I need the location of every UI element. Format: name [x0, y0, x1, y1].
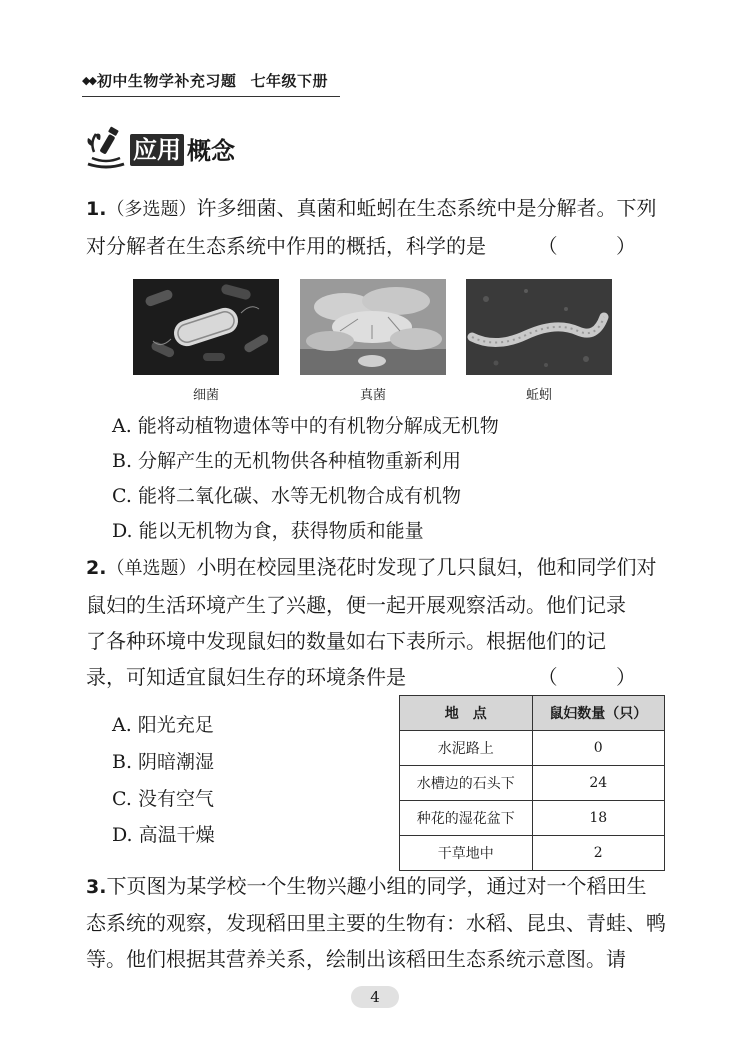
table-cell-location: 种花的湿花盆下 [400, 801, 533, 836]
table-cell-count: 24 [532, 766, 665, 801]
question-3 [86, 868, 666, 977]
question-text: 态系统的观察，发现稻田里主要的生物有：水稻、昆虫、青蛙、鸭 [86, 911, 666, 935]
option-c[interactable]: C. 能将二氧化碳、水等无机物合成有机物 [112, 485, 461, 507]
question-text: 了各种环境中发现鼠妇的数量如右下表所示。根据他们的记 [86, 629, 606, 653]
woodlouse-count-table [399, 695, 665, 871]
bacteria-image [133, 279, 279, 375]
fungi-image [300, 279, 446, 375]
option-a[interactable]: A. 能将动植物遗体等中的有机物分解成无机物 [112, 415, 499, 437]
answer-blank[interactable]: （ ） [537, 665, 662, 689]
table-row [400, 836, 665, 871]
earthworm-image [466, 279, 612, 375]
question-1 [86, 190, 666, 264]
table-cell-location: 干草地中 [400, 836, 533, 871]
question-text: 录，可知适宜鼠妇生存的环境条件是 [86, 665, 406, 689]
table-row [400, 766, 665, 801]
table-cell-location: 水泥路上 [400, 731, 533, 766]
question-text: 等。他们根据其营养关系，绘制出该稻田生态系统示意图。请 [86, 947, 626, 971]
question-number: 3. [86, 876, 107, 898]
section-title-boxed: 应用 [130, 134, 184, 166]
table-header: 鼠妇数量（只） [532, 696, 665, 731]
option-b[interactable]: B. 阴暗潮湿 [112, 751, 215, 773]
grade-label: 七年级下册 [250, 72, 328, 90]
book-title: 初中生物学补充习题 [96, 72, 237, 90]
caption-earthworm: 蚯蚓 [525, 388, 552, 403]
option-c[interactable]: C. 没有空气 [112, 788, 214, 810]
option-d[interactable]: D. 高温干燥 [112, 824, 215, 846]
table-cell-count: 0 [532, 731, 665, 766]
question-type: （单选题） [106, 558, 197, 579]
table-header: 地 点 [400, 696, 533, 731]
question-type: （多选题） [106, 199, 197, 220]
option-d[interactable]: D. 能以无机物为食，获得物质和能量 [112, 520, 424, 542]
diamond-icon: ◆◆ [82, 74, 95, 87]
table-cell-count: 18 [532, 801, 665, 836]
caption-bacteria: 细菌 [192, 388, 219, 403]
question-2 [86, 549, 666, 695]
caption-fungi: 真菌 [359, 388, 386, 403]
table-cell-location: 水槽边的石头下 [400, 766, 533, 801]
table-row [400, 731, 665, 766]
option-b[interactable]: B. 分解产生的无机物供各种植物重新利用 [112, 450, 462, 472]
page-number: 4 [351, 986, 399, 1008]
question-text: 小明在校园里浇花时发现了几只鼠妇，他和同学们对 [196, 555, 657, 579]
question-number: 2. [86, 557, 107, 579]
running-header [82, 70, 340, 97]
option-a[interactable]: A. 阳光充足 [112, 714, 214, 736]
table-header-row [400, 696, 665, 731]
table-row [400, 801, 665, 836]
answer-blank[interactable]: （ ） [537, 234, 662, 258]
microscope-icon [84, 124, 128, 170]
table-cell-count: 2 [532, 836, 665, 871]
section-title-plain: 概念 [187, 137, 235, 165]
question-number: 1. [86, 198, 107, 220]
section-title [84, 122, 235, 170]
question-text: 对分解者在生态系统中作用的概括，科学的是 [86, 234, 486, 258]
question-text: 许多细菌、真菌和蚯蚓在生态系统中是分解者。下列 [196, 196, 657, 220]
question-text: 下页图为某学校一个生物兴趣小组的同学，通过对一个稻田生 [106, 874, 647, 898]
question-text: 鼠妇的生活环境产生了兴趣，便一起开展观察活动。他们记录 [86, 593, 626, 617]
organism-images [133, 279, 613, 403]
